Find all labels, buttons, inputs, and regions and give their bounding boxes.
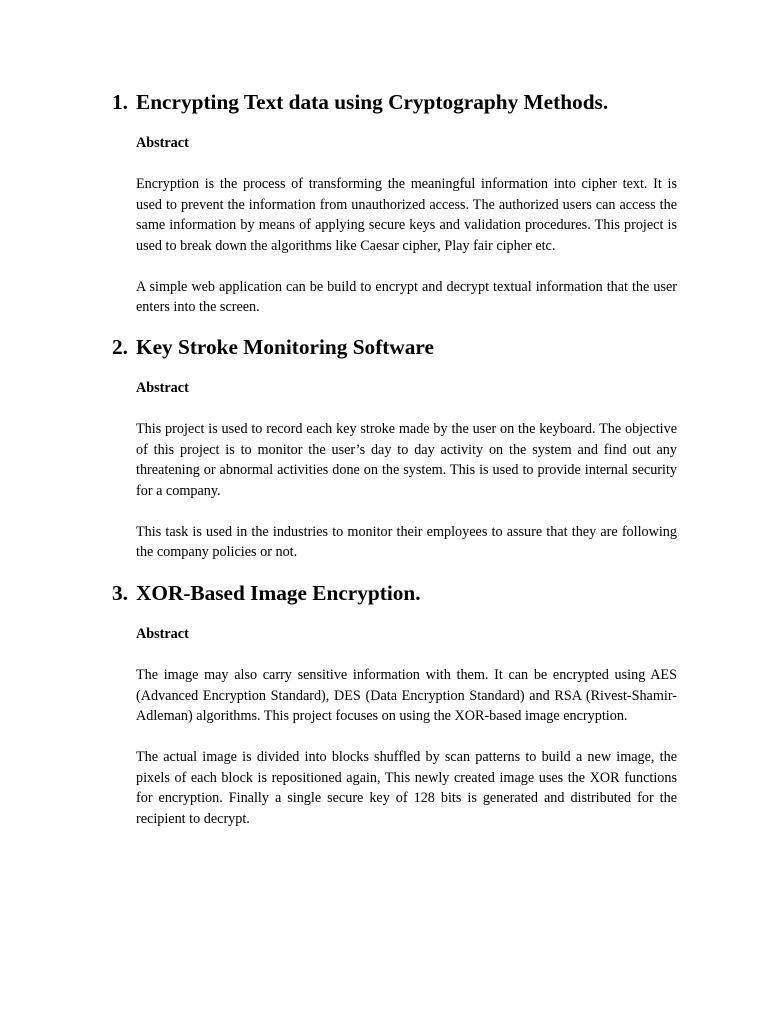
section-2-heading (112, 337, 677, 358)
section-2-abstract-label: Abstract (136, 380, 189, 396)
section-3-paragraph-2: The actual image is divided into blocks shuffled by scan patterns to build a new image, the pixels of each block is repositioned again, This newly created image uses the XOR functions for encryption. Finally a single secure key of 128 bits is generated and distributed for the recipient to decrypt. (136, 749, 677, 827)
section-1-paragraph-2: A simple web application can be build to encrypt and decrypt textual information that the user enters into the screen. (136, 278, 677, 315)
section-2-number: 2. (112, 335, 128, 359)
section-2-title: Key Stroke Monitoring Software (136, 335, 434, 359)
section-3 (112, 583, 677, 829)
section-2-paragraph-1: This project is used to record each key stroke made by the user on the keyboard. The objective of this project is to monitor the user’s day to day activity on the system and find out any threatening or abnormal activities done on the system. This is used to provide internal security for a company. (136, 421, 677, 499)
section-3-number: 3. (112, 581, 128, 605)
section-2-paragraph-2: This task is used in the industries to monitor their employees to assure that they are following the company policies or not. (136, 523, 677, 560)
section-1 (112, 92, 677, 318)
section-3-paragraph-1: The image may also carry sensitive information with them. It can be encrypted using AES (Advanced Encryption Standard), DES (Data Encryption Standard) and RSA (Rivest-Shamir-Adleman) algorithms. This project focuses on using the XOR-based image encryption. (136, 667, 677, 724)
section-3-title: XOR-Based Image Encryption. (136, 581, 421, 605)
section-2 (112, 337, 677, 563)
section-1-number: 1. (112, 90, 128, 114)
section-3-heading (112, 583, 677, 604)
section-1-heading (112, 92, 677, 113)
section-1-abstract-label: Abstract (136, 135, 189, 151)
section-3-abstract-label: Abstract (136, 626, 189, 642)
section-1-paragraph-1: Encryption is the process of transforming the meaningful information into cipher text. It is used to prevent the information from unauthorized access. The authorized users can access the same information by means of applying secure keys and validation procedures. This project is used to break down the algorithms like Caesar cipher, Play fair cipher etc. (136, 176, 677, 254)
section-1-title: Encrypting Text data using Cryptography Methods. (136, 90, 609, 114)
